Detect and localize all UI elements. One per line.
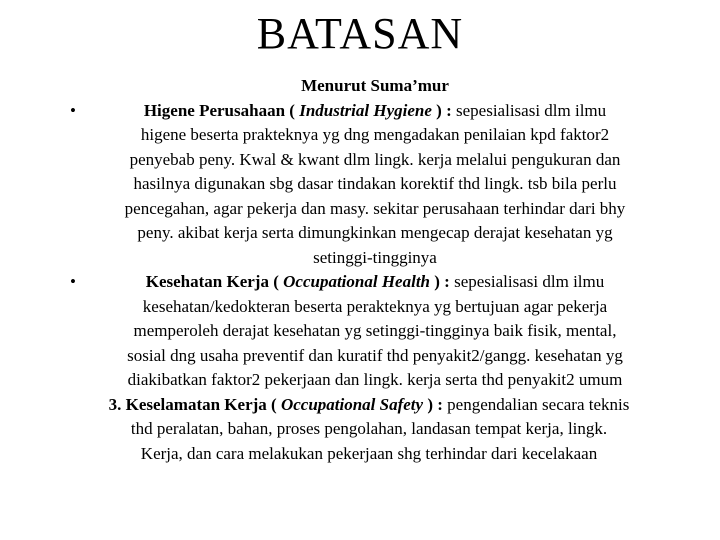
definition-text: pengendalian secara teknis xyxy=(447,394,630,414)
definition-term: Kesehatan Kerja xyxy=(145,272,269,291)
definition-line xyxy=(60,99,690,124)
definition-line: pencegahan, agar pekerja dan masy. sekitar perusahaan terhindar dari bhy xyxy=(124,198,626,218)
item-number: 3. xyxy=(108,394,126,414)
open-paren: ( xyxy=(266,394,281,414)
bullet-marker: • xyxy=(70,272,76,291)
definition-line: memperoleh derajat kesehatan yg setinggi-tingginya baik fisik, mental, xyxy=(133,321,617,340)
definition-text: sepesialisasi dlm ilmu xyxy=(456,100,607,120)
definition-line xyxy=(54,393,684,418)
open-paren: ( xyxy=(285,100,300,120)
definition-line: thd peralatan, bahan, proses pengolahan, landasan tempat kerja, lingk. xyxy=(130,419,608,438)
definition-item-occupational-safety xyxy=(54,393,684,467)
definition-term-english: Occupational Health xyxy=(283,272,431,291)
definition-term: Higene Perusahaan xyxy=(143,100,286,120)
definition-line: setinggi-tingginya xyxy=(313,247,437,267)
definition-line: hasilnya digunakan sbg dasar tindakan korektif thd lingk. tsb bila perlu xyxy=(133,174,617,193)
definition-item-industrial-hygiene xyxy=(60,99,690,271)
bullet-marker: • xyxy=(70,100,76,120)
close-paren-colon: ) : xyxy=(431,100,456,120)
definition-term-english: Occupational Safety xyxy=(280,394,424,414)
slide-body xyxy=(60,74,690,466)
subtitle: Menurut Suma’mur xyxy=(301,76,449,95)
definition-line: Kerja, dan cara melakukan pekerjaan shg terhindar dari kecelakaan xyxy=(140,443,598,463)
close-paren-colon: ) : xyxy=(430,272,455,291)
definition-term-english: Industrial Hygiene xyxy=(299,100,432,120)
open-paren: ( xyxy=(268,272,284,291)
definition-line xyxy=(60,270,690,295)
definition-line: diakibatkan faktor2 pekerjaan dan lingk. kerja serta thd penyakit2 umum xyxy=(127,370,623,389)
definition-term: Keselamatan Kerja xyxy=(125,394,267,414)
definition-line: kesehatan/kedokteran beserta perakteknya yg bertujuan agar pekerja xyxy=(142,296,608,316)
definition-text: sepesialisasi dlm ilmu xyxy=(454,272,605,291)
definition-line: peny. akibat kerja serta dimungkinkan mengecap derajat kesehatan yg xyxy=(137,223,613,242)
close-paren-colon: ) : xyxy=(423,394,448,414)
definition-line: sosial dng usaha preventif dan kuratif thd penyakit2/gangg. kesehatan yg xyxy=(127,345,623,365)
definition-line: penyebab peny. Kwal & kwant dlm lingk. kerja melalui pengukuran dan xyxy=(129,149,621,169)
definition-item-occupational-health xyxy=(60,270,690,393)
slide-title: BATASAN xyxy=(256,9,464,58)
definition-line: higene beserta prakteknya yg dng mengadakan penilaian kpd faktor2 xyxy=(140,125,610,144)
